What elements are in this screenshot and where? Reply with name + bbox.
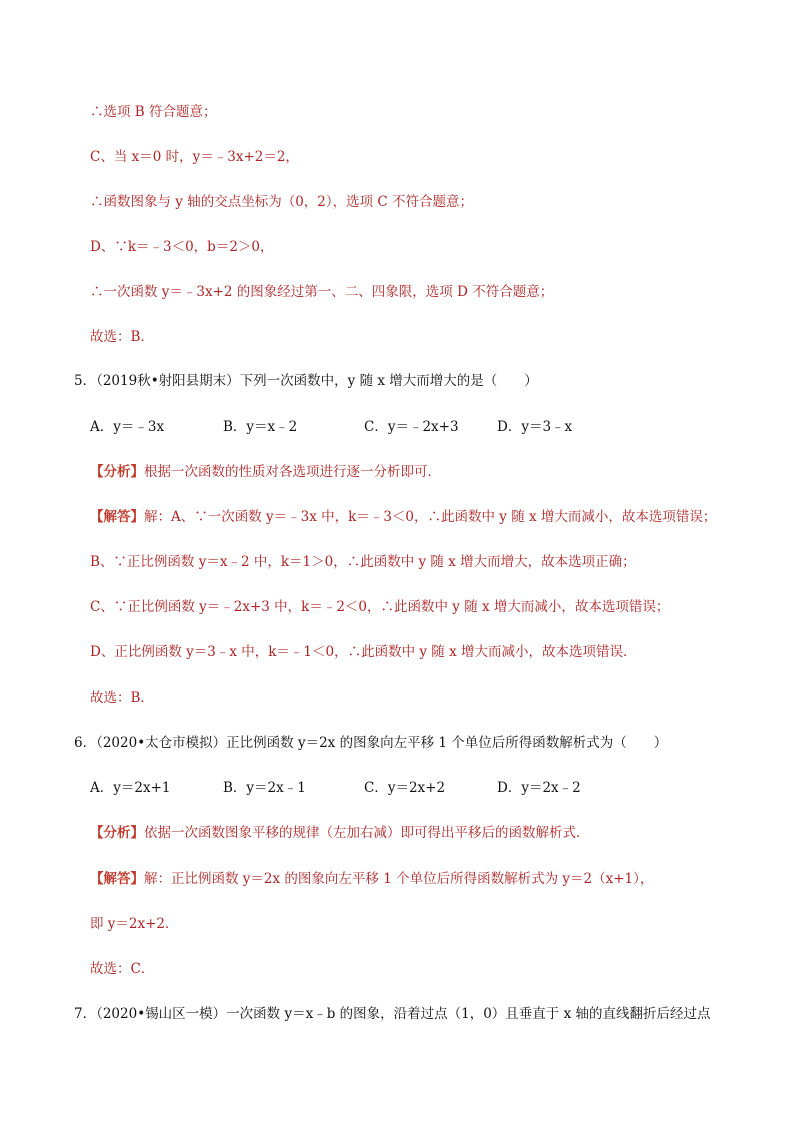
q5-answer-line-3: C、∵正比例函数 y＝﹣2x+3 中，k＝﹣2＜0，∴此函数中 y 随 x 增大而减小，故本选项错误； <box>90 599 670 615</box>
q6-analysis <box>90 824 754 842</box>
question-5-stem: 5．（2019秋•射阳县期末）下列一次函数中，y 随 x 增大而增大的是（ ） <box>74 373 538 389</box>
q6-answer-line-1 <box>90 870 754 888</box>
q6-option-d: D．y＝2x﹣2 <box>497 780 581 796</box>
q6-answer-line-2: 即 y＝2x+2． <box>90 916 179 932</box>
q6-option-a: A．y＝2x+1 <box>90 780 171 796</box>
q5-option-d: D．y＝3﹣x <box>497 419 573 435</box>
q5-analysis <box>90 463 754 481</box>
solution-line-3: ∴函数图象与 y 轴的交点坐标为（0，2），选项 C 不符合题意； <box>90 194 474 210</box>
q6-answer-text: 解：正比例函数 y＝2x 的图象向左平移 1 个单位后所得函数解析式为 y＝2（x+1）， <box>144 871 654 887</box>
q6-choice: 故选：C． <box>90 961 155 977</box>
question-6-stem: 6．（2020•太仓市模拟）正比例函数 y＝2x 的图象向左平移 1 个单位后所得函数解析式为（ ） <box>74 735 668 751</box>
q6-option-c: C．y＝2x+2 <box>364 780 446 796</box>
solution-line-4: D、∵k＝﹣3＜0，b＝2＞0， <box>90 239 274 255</box>
question-7-stem: 7．（2020•锡山区一模）一次函数 y＝x﹣b 的图象，沿着过点（1，0）且垂直于 x 轴的直线翻折后经过点 <box>74 1006 711 1022</box>
q5-answer-line-2: B、∵正比例函数 y＝x﹣2 中，k＝1＞0，∴此函数中 y 随 x 增大而增大，故本选项正确； <box>90 554 636 570</box>
q5-answer-text: 解：A、∵一次函数 y＝﹣3x 中，k＝﹣3＜0，∴此函数中 y 随 x 增大而减小，故本选项错误； <box>144 509 717 525</box>
q5-analysis-text: 根据一次函数的性质对各选项进行逐一分析即可． <box>144 464 441 480</box>
q6-analysis-text: 依据一次函数图象平移的规律（左加右减）即可得出平移后的函数解析式． <box>144 825 590 841</box>
q5-answer-line-1 <box>90 508 754 526</box>
q5-option-b: B．y＝x﹣2 <box>223 419 298 435</box>
q5-option-a: A．y＝﹣3x <box>90 419 165 435</box>
q5-answer-line-4: D、正比例函数 y＝3﹣x 中，k＝﹣1＜0，∴此函数中 y 随 x 增大而减小，故本选项错误． <box>90 644 637 660</box>
answer-tag: 【解答】 <box>90 509 144 525</box>
answer-tag: 【解答】 <box>90 871 144 887</box>
solution-line-5: ∴一次函数 y＝﹣3x+2 的图象经过第一、二、四象限，选项 D 不符合题意； <box>90 284 554 300</box>
q6-option-b: B．y＝2x﹣1 <box>223 780 306 796</box>
solution-line-2: C、当 x＝0 时，y＝﹣3x+2＝2， <box>90 149 299 165</box>
q5-option-c: C．y＝﹣2x+3 <box>364 419 459 435</box>
solution-line-1: ∴选项 B 符合题意； <box>90 104 217 120</box>
solution-choice: 故选：B． <box>90 329 154 345</box>
analysis-tag: 【分析】 <box>90 825 144 841</box>
analysis-tag: 【分析】 <box>90 464 144 480</box>
q5-choice: 故选：B． <box>90 690 154 706</box>
